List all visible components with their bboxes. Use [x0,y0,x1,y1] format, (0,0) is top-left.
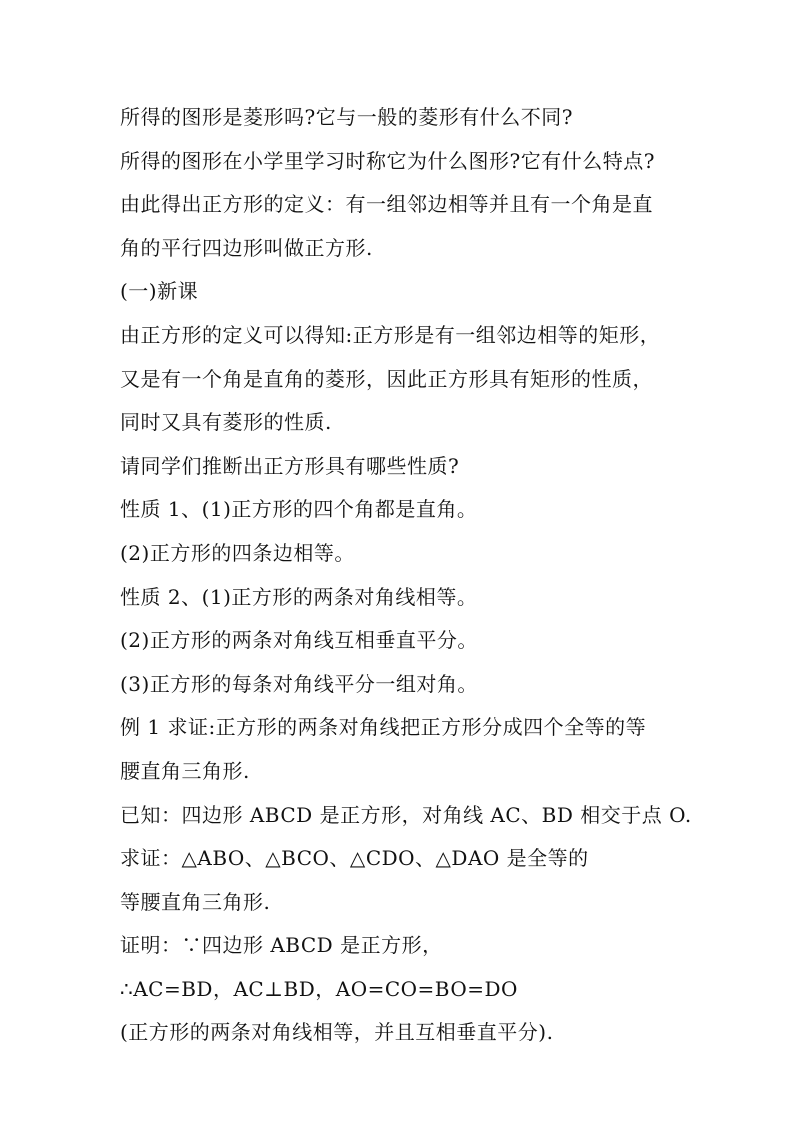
to-prove-statement: 求证：△ABO、△BCO、△CDO、△DAO 是全等的 [120,846,589,871]
text-line-derivation-cont: 又是有一个角是直角的菱形，因此正方形具有矩形的性质， [120,366,653,391]
property-1-item-1: 性质 1、(1)正方形的四个角都是直角。 [120,497,478,522]
to-prove-statement-cont: 等腰直角三角形. [120,889,271,914]
proof-step-1: 证明：∵四边形 ABCD 是正方形， [120,933,443,958]
property-1-item-2: (2)正方形的四条边相等。 [120,540,355,565]
text-line-derivation-end: 同时又具有菱形的性质. [120,410,332,435]
section-heading-new-lesson: (一)新课 [120,279,199,304]
text-line-derivation: 由正方形的定义可以得知:正方形是有一组邻边相等的矩形， [120,322,661,347]
proof-step-2: ∴AC=BD，AC⊥BD，AO=CO=BO=DO [120,976,518,1001]
text-line-question-rhombus: 所得的图形是菱形吗?它与一般的菱形有什么不同? [120,105,573,129]
text-line-definition-cont: 角的平行四边形叫做正方形. [120,235,373,260]
text-line-definition: 由此得出正方形的定义：有一组邻边相等并且有一个角是直 [120,192,653,217]
example-1-statement: 例 1 求证:正方形的两条对角线把正方形分成四个全等的等 [120,715,647,740]
example-1-statement-cont: 腰直角三角形. [120,758,250,783]
text-line-prompt: 请同学们推断出正方形具有哪些性质? [120,453,460,478]
document-body [120,96,692,1055]
proof-step-2-reason: (正方形的两条对角线相等，并且互相垂直平分). [120,1020,554,1045]
given-statement: 已知：四边形 ABCD 是正方形，对角线 AC、BD 相交于点 O. [120,802,692,827]
text-line-question-primary-school: 所得的图形在小学里学习时称它为什么图形?它有什么特点? [120,148,655,173]
property-2-item-3: (3)正方形的每条对角线平分一组对角。 [120,671,478,696]
property-2-item-1: 性质 2、(1)正方形的两条对角线相等。 [120,584,478,609]
property-2-item-2: (2)正方形的两条对角线互相垂直平分。 [120,628,478,653]
